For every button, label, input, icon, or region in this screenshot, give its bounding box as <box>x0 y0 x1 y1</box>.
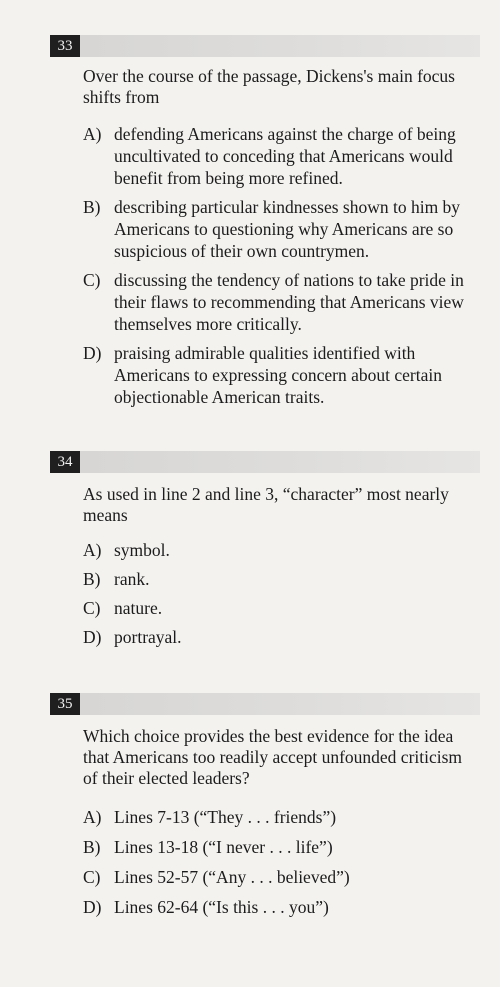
question-header-bar <box>50 451 480 473</box>
choice-letter: D) <box>83 343 102 363</box>
choice-text: praising admirable qualities identified with Americans to expressing concern about certain objectionable American traits. <box>114 343 442 407</box>
choice-letter: A) <box>83 540 102 560</box>
choice-text: Lines 13-18 (“I never . . . life”) <box>114 837 333 857</box>
choice-text: Lines 7-13 (“They . . . friends”) <box>114 807 337 827</box>
question-header-bar <box>50 35 480 57</box>
choice-letter: C) <box>83 270 101 290</box>
choice-text: defending Americans against the charge of being uncultivated to conceding that Americans would benefit from being more refined. <box>114 124 456 188</box>
choice-letter: A) <box>83 124 102 144</box>
choice-text: symbol. <box>114 540 170 560</box>
choice-letter: B) <box>83 837 101 857</box>
question-stem: Which choice provides the best evidence for the idea that Americans too readily accept unfounded criticism of their elected leaders? <box>83 726 463 788</box>
choice-text: Lines 52-57 (“Any . . . believed”) <box>114 867 350 887</box>
choice-letter: D) <box>83 897 102 917</box>
choice-letter: B) <box>83 569 101 589</box>
choice-text: describing particular kindnesses shown to him by Americans to questioning why Americans are so suspicious of their own countrymen. <box>114 197 461 261</box>
question-number: 33 <box>50 35 80 57</box>
question-header-bar <box>50 693 480 715</box>
choice-text: discussing the tendency of nations to take pride in their flaws to recommending that Americans view themselves more critically. <box>114 270 464 334</box>
question-stem: As used in line 2 and line 3, “character” most nearly means <box>83 484 449 525</box>
choice-letter: A) <box>83 807 102 827</box>
choice-letter: B) <box>83 197 101 217</box>
choice-letter: D) <box>83 627 102 647</box>
question-number: 34 <box>50 451 80 473</box>
choice-letter: C) <box>83 598 101 618</box>
choice-text: nature. <box>114 598 163 618</box>
choice-text: portrayal. <box>114 627 182 647</box>
choice-letter: C) <box>83 867 101 887</box>
question-number: 35 <box>50 693 80 715</box>
choice-text: rank. <box>114 569 150 589</box>
question-stem: Over the course of the passage, Dickens's main focus shifts from <box>83 66 455 107</box>
choice-text: Lines 62-64 (“Is this . . . you”) <box>114 897 329 917</box>
